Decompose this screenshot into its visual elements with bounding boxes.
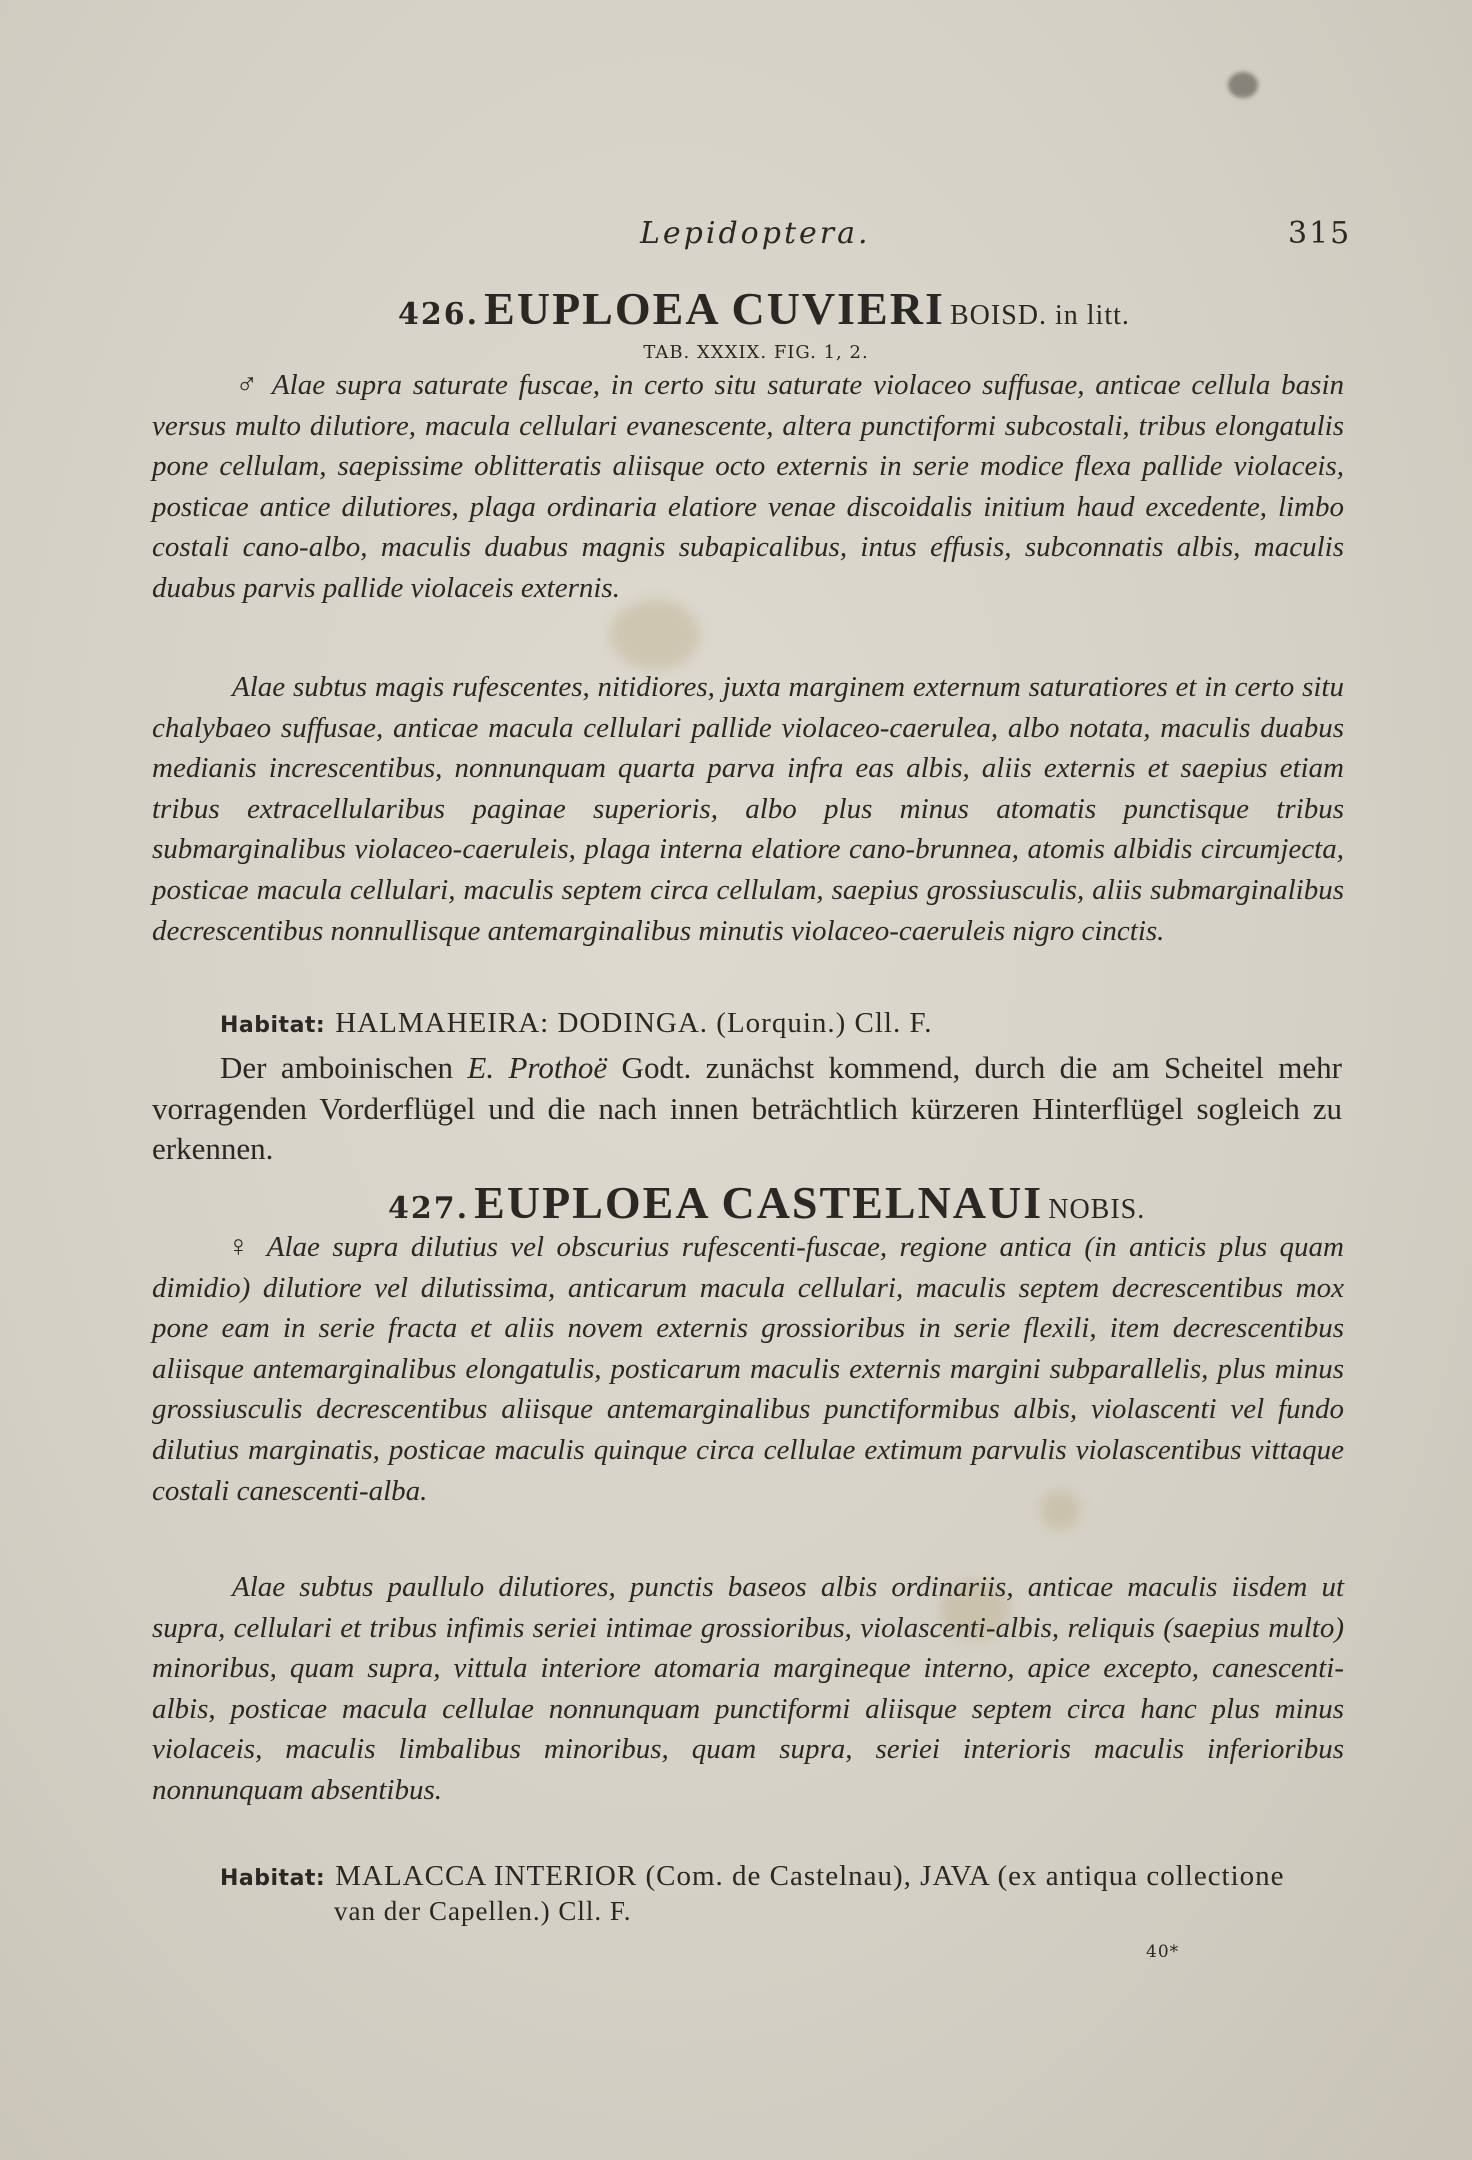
ink-smudge [1228, 72, 1258, 98]
habitat-text: HALMAHEIRA: DODINGA. (Lorquin.) Cll. F. [335, 1007, 933, 1039]
running-head [0, 216, 1472, 256]
remark-species: E. Prothoë [467, 1050, 608, 1085]
species-author: NOBIS. [1048, 1194, 1146, 1225]
habitat-text: MALACCA INTERIOR (Com. de Castelnau), JAVA (ex antiqua collectione [335, 1860, 1285, 1892]
species-number: 426. [398, 297, 480, 332]
remark-text: Godt. zunächst kommend, durch die am Scheitel mehr vorragenden Vorderflügel und die nach innen beträchtlich kürzeren Hinterflügel sogleich zu erkennen. [152, 1050, 1342, 1167]
description-paragraph [152, 1567, 1344, 1811]
species-number: 427. [388, 1191, 470, 1226]
description-text: Alae subtus paullulo dilutiores, punctis baseos albis ordinariis, anticae maculis iisdem ut supra, cellulari et tribus infimis seriei intimae grossioribus, violascenti-albis, reliquis (saepius multo) minoribus, quam supra, vittula interiore atomaria margineque interno, apice excepto, canescenti-albis, posticae macula cellulae nonnunquam punctiformi aliisque septem circa hanc plus minus violaceis, maculis limbalibus minoribus, quam supra, seriei interioris maculis inferioribus nonnunquam absentibus. [152, 1571, 1344, 1806]
species-author: BOISD. in litt. [949, 300, 1130, 331]
male-symbol-icon: ♂ [232, 368, 262, 401]
habitat-label: Habitat: [220, 1013, 326, 1038]
habitat-line [220, 1007, 933, 1040]
habitat-continuation: van der Capellen.) Cll. F. [334, 1896, 632, 1926]
page-number: 315 [1288, 216, 1352, 251]
species-name: EUPLOEA CUVIERI [484, 283, 945, 334]
plate-reference: TAB. XXXIX. FIG. 1, 2. [643, 342, 869, 363]
description-paragraph [152, 1227, 1344, 1511]
female-symbol-icon: ♀ [222, 1230, 255, 1263]
species-heading-426 [0, 282, 1472, 335]
foxing-stain [610, 600, 700, 670]
description-paragraph [152, 365, 1344, 609]
habitat-line [220, 1860, 1285, 1893]
species-heading-427 [0, 1176, 1472, 1229]
habitat-label: Habitat: [220, 1866, 326, 1891]
signature-mark: 40* [1146, 1942, 1180, 1962]
remark-text: Der amboinischen [220, 1050, 468, 1085]
description-paragraph [152, 667, 1344, 951]
description-text: Alae supra dilutius vel obscurius rufescenti-fuscae, regione antica (in anticis plus quam dimidio) dilutiore vel dilutissima, anticarum macula cellulari, maculis septem decrescentibus mox pone eam in serie fracta et aliis novem externis grossioribus in serie flexili, item decrescentibus aliisque antemarginalibus elongatulis, posticarum maculis externis margini subparallelis, plus minus grossiusculis decrescentibus aliisque antemarginalibus punctiformibus albis, violascenti vel fundo dilutius marginatis, posticae maculis quinque circa cellulae extimum parvulis violascentibus vittaque costali canescenti-alba. [152, 1231, 1344, 1507]
description-text: Alae subtus magis rufescentes, nitidiores, juxta marginem externum saturatiores et in certo situ chalybaeo suffusae, anticae macula cellulari pallide violaceo-caerulea, albo notata, maculis duabus medianis increscentibus, nonnunquam quarta parva infra eas albis, aliis externis et saepius etiam tribus extracellularibus paginae superioris, albo plus minus atomatis punctisque tribus submarginalibus violaceo-caeruleis, plaga interna elatiore cano-brunnea, atomis albidis circumjecta, posticae macula cellulari, maculis septem circa cellulam, saepius grossiusculis, aliis submarginalibus decrescentibus nonnullisque antemarginalibus minutis violaceo-caeruleis nigro cinctis. [152, 671, 1344, 947]
description-text: Alae supra saturate fuscae, in certo situ saturate violaceo suffusae, anticae cellula basin versus multo dilutiore, macula cellulari evanescente, altera punctiformi subcostali, tribus elongatulis pone cellulam, saepissime oblitteratis aliisque octo externis in serie modice flexa pallide violaceis, posticae antice dilutiores, plaga ordinaria elatiore venae discoidalis initium haud excedente, limbo costali cano-albo, maculis duabus magnis subapicalibus, intus effusis, subconnatis albis, maculis duabus parvis pallide violaceis externis. [152, 369, 1345, 604]
remark-paragraph [152, 1048, 1342, 1170]
species-name: EUPLOEA CASTELNAUI [474, 1177, 1044, 1228]
running-title: Lepidoptera. [640, 216, 871, 251]
